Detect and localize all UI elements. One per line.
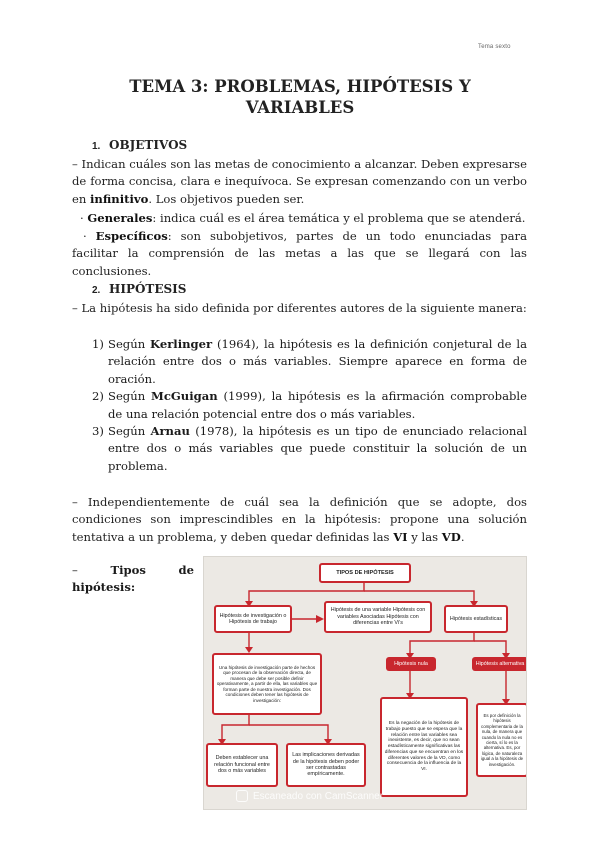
conditions-text: – Independientemente de cuál sea la definición que se adopte, dos condiciones son imprescindibles en la hipótesis: propone una solución tentativa a un problema, y deben quedar definidas las	[72, 495, 527, 544]
box-alternativa	[472, 657, 527, 671]
tipos-label	[72, 562, 194, 597]
item-text: (1978), la hipótesis es un tipo de enunciado relacional entre dos o más variables que puede constituir la solución de un problema.	[108, 424, 527, 473]
box-nula	[386, 657, 436, 671]
section-title: OBJETIVOS	[109, 138, 188, 152]
box-text: Hipótesis de una variable Hipótesis con variables Asociadas Hipótesis con diferencias entre Vi’s	[330, 607, 426, 627]
watermark-text: Escaneado con CamScanner	[253, 790, 384, 802]
diagram-title: TIPOS DE HIPÓTESIS	[336, 569, 394, 576]
box-definicion	[212, 653, 322, 715]
box-implicaciones	[286, 743, 366, 787]
section-number: 1.	[92, 141, 101, 152]
box-text: Hipótesis nula	[394, 660, 428, 667]
scanner-watermark	[236, 790, 383, 802]
tipos-hipotesis: hipótesis:	[72, 580, 136, 595]
generales-label: Generales	[87, 211, 153, 225]
especificos-item: · Específicos: son subobjetivos, partes de un todo enunciadas para facilitar la comprensión de las metas a las que se llegará con las conclusiones.	[72, 229, 528, 278]
box-estadisticas	[444, 605, 508, 633]
especificos-text: : son subobjetivos, partes de un todo enunciadas para facilitar la comprensión de las metas a las que se llegará con las conclusiones.	[72, 229, 528, 278]
item-text: (1999), la hipótesis es la afirmación comprobable de una relación potencial entre dos o más variables.	[108, 389, 527, 421]
box-variables	[324, 601, 432, 633]
item-pre: Según	[108, 424, 151, 439]
box-text: Hipótesis estadísticas	[449, 615, 503, 622]
objetivos-intro	[72, 156, 527, 208]
generales-text: : indica cuál es el área temática y el problema que se atenderá.	[152, 211, 526, 225]
hipotesis-intro: – La hipótesis ha sido definida por diferentes autores de la siguiente manera:	[72, 301, 527, 315]
especificos-label: Específicos	[95, 229, 168, 243]
tipos-dash: –	[72, 563, 78, 577]
item-pre: Según	[108, 389, 151, 404]
header-note: Tema sexto	[478, 44, 511, 50]
box-negacion	[380, 697, 468, 797]
box-text: Hipótesis alternativa	[475, 660, 525, 667]
box-text: Deben establecer una relación funcional entre dos o más variables	[214, 755, 270, 775]
tipos-word: Tipos	[110, 563, 146, 577]
camscanner-icon	[236, 790, 248, 802]
title-line-2: VARIABLES	[245, 98, 355, 117]
page-title	[60, 76, 540, 118]
hypothesis-types-diagram	[203, 556, 527, 810]
author-name: Arnau	[150, 424, 190, 439]
box-text: Hipótesis de investigación o Hipótesis de trabajo	[219, 612, 287, 625]
definitions-list	[92, 336, 527, 475]
vd-bold: VD	[441, 529, 461, 544]
box-text: Es la negación de la hipótesis de trabajo puesto que se espera que la relación entre las variables sea inexistente, es decir, que no sean estadísticamente significativas las diferencias que se encuentran en los diferentes valores de la VD, como consecuencia de la influencia de la VI.	[384, 720, 464, 773]
box-relacion	[206, 743, 278, 787]
infinitivo-bold: infinitivo	[90, 191, 149, 206]
diagram-title-box	[319, 563, 411, 583]
definition-item	[92, 423, 527, 475]
intro-text-end: . Los objetivos pueden ser.	[148, 191, 305, 206]
title-line-1: TEMA 3: PROBLEMAS, HIPÓTESIS Y	[129, 77, 471, 96]
tipos-de: de	[178, 563, 194, 577]
item-pre: Según	[108, 337, 150, 351]
box-investigacion	[214, 605, 292, 633]
section-title: HIPÓTESIS	[109, 282, 187, 296]
box-complementaria	[476, 703, 527, 777]
author-name: McGuigan	[151, 389, 218, 404]
box-text: Una hipótesis de investigación parte de hechos que procesan de la observación directa, de manera que debe ser posible definir operativamente, a partir de ella, las variables que forman parte de nuestra investigación. Dos condiciones deben tener las hipótesis de investigación:	[216, 664, 318, 703]
item-number: 3)	[92, 424, 104, 439]
section-heading-objetivos	[92, 138, 187, 152]
section-heading-hipotesis	[92, 282, 186, 296]
box-text: Es por definición la hipótesis complementaria de la nula, de manera que cuando la nula no es cierta, sí lo es la alternativa. Es, por lógica, de naturaleza igual a la hipótesis de investigación.	[480, 712, 524, 767]
vi-bold: VI	[393, 529, 408, 544]
generales-item: · Generales: indica cuál es el área temática y el problema que se atenderá.	[80, 211, 526, 225]
item-number: 2)	[92, 389, 104, 404]
conditions-end: .	[460, 529, 465, 544]
definition-item	[92, 336, 527, 388]
conditions-mid: y las	[407, 529, 442, 544]
author-name: Kerlinger	[150, 337, 213, 351]
box-text: Las implicaciones derivadas de la hipótesis deben poder ser contrastadas empíricamente.	[292, 752, 360, 778]
conditions-paragraph	[72, 494, 527, 546]
item-text: (1964), la hipótesis es la definición conjetural de la relación entre dos o más variables. Siempre aparece en forma de oración.	[108, 337, 527, 386]
section-number: 2.	[92, 285, 101, 296]
intro-text: – Indican cuáles son las metas de conocimiento a alcanzar. Deben expresarse de forma concisa, clara e inequívoca. Se expresan comenzando con un verbo en	[72, 157, 527, 206]
item-number: 1)	[92, 337, 104, 351]
definition-item	[92, 388, 527, 423]
